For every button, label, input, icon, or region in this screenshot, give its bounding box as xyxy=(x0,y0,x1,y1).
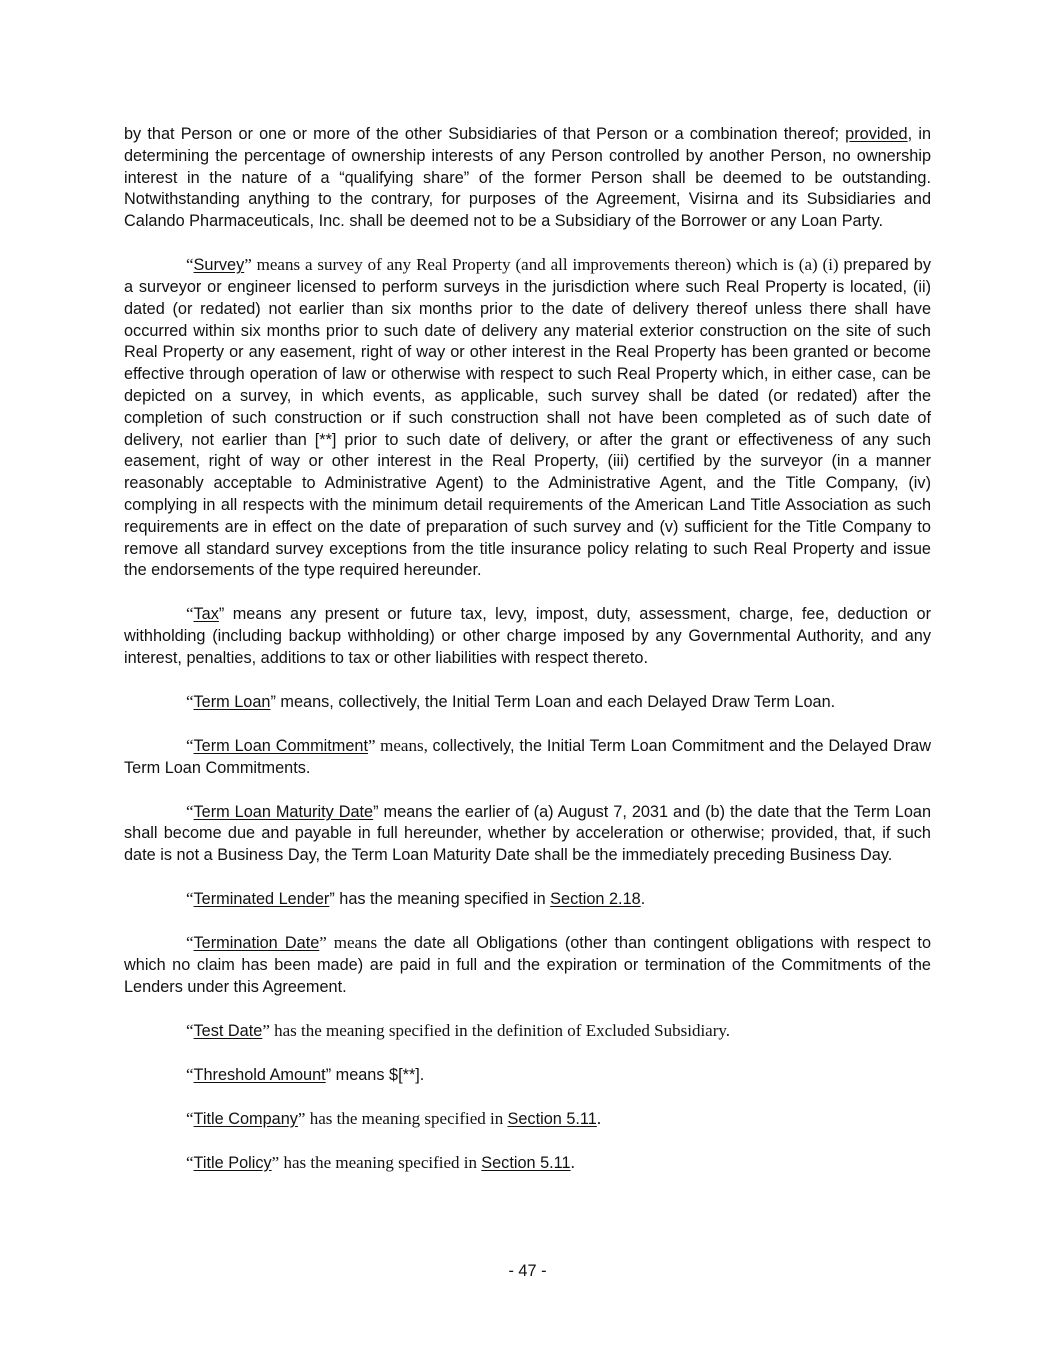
provided-term: provided xyxy=(845,125,908,143)
defined-term-termination-date: Termination Date xyxy=(193,934,320,953)
definition-term-loan-commitment xyxy=(124,735,931,780)
section-reference-5-11: Section 5.11 xyxy=(507,1109,597,1128)
definition-survey-lead: ” means a survey of any Real Property (and all improvements thereon) which is (a) (i) xyxy=(244,255,844,275)
definition-termination-date-lead: ” means xyxy=(319,933,385,953)
definition-title-company-body: ” has the meaning specified in xyxy=(297,1108,508,1128)
definition-termination-date xyxy=(124,932,931,998)
defined-term-terminated-lender: Terminated Lender xyxy=(193,890,330,909)
open-quote: “ xyxy=(186,691,194,711)
page-number: - 47 - xyxy=(508,1262,547,1280)
defined-term-test-date: Test Date xyxy=(193,1021,263,1040)
intro-text-a: by that Person or one or more of the other Subsidiaries of that Person or a combination thereof; xyxy=(124,125,846,143)
defined-term-threshold-amount: Threshold Amount xyxy=(193,1065,326,1084)
definition-term-loan-body: ” means, collectively, the Initial Term Loan and each Delayed Draw Term Loan. xyxy=(270,692,836,711)
defined-term-title-company: Title Company xyxy=(193,1109,298,1128)
definition-title-policy-body: ” has the meaning specified in xyxy=(271,1152,482,1172)
open-quote: “ xyxy=(186,604,194,624)
definition-title-company xyxy=(124,1108,931,1131)
definition-survey-body: prepared by a surveyor or engineer licensed to perform surveys in the jurisdiction where such Real Property is located, (ii) dated (or redated) not earlier than six months prior to the date of delivery thereof unless there shall have occurred within six months prior to such date of delivery any material exterior construction on the site of such Real Property or any easement, right of way or other interest in the Real Property has been granted or become effective through operation of law or otherwise with respect to such Real Property which, in either case, can be depicted on a survey, in which events, as applicable, such survey shall be dated (or redated) after the completion of such construction or if such construction shall not have been completed as of such date of delivery, not earlier than [**] prior to such date of delivery, or after the grant or effectiveness of any such easement, right of way or other interest in the Real Property, (iii) certified by the surveyor (in a manner reasonably acceptable to Administrative Agent) to the Administrative Agent, and the Title Company, (iv) complying in all respects with the minimum detail requirements of the American Land Title Association as such requirements are in effect on the date of preparation of such survey and (v) sufficient for the Title Company to remove all standard survey exceptions from the title insurance policy relating to such Real Property and issue the endorsements of the type required hereunder. xyxy=(124,256,931,580)
open-quote: “ xyxy=(186,889,194,909)
definition-test-date xyxy=(124,1020,931,1043)
definition-term-loan xyxy=(124,691,931,714)
document-page xyxy=(124,124,931,1196)
open-quote: “ xyxy=(186,801,194,821)
open-quote: “ xyxy=(186,735,194,755)
open-quote: “ xyxy=(186,933,194,953)
intro-text-b: , in determining the percentage of ownership interests of any Person controlled by another Person, no ownership interest in the nature of a “qualifying share” of the former Person shall be deemed to be outstanding. Notwithstanding anything to the contrary, for purposes of the Agreement, Visirna and its Subsidiaries and Calando Pharmaceuticals, Inc. shall be deemed not to be a Subsidiary of the Borrower or any Loan Party. xyxy=(124,125,931,231)
definition-tax xyxy=(124,603,931,669)
definition-term-loan-commitment-lead: ” means, xyxy=(368,735,433,755)
open-quote: “ xyxy=(186,1108,194,1128)
definition-tax-body: ” means any present or future tax, levy, impost, duty, assessment, charge, fee, deduction or withholding (including backup withholding) or other charge imposed by any Governmental Authority, and any interest, penalties, additions to tax or other liabilities with respect thereto. xyxy=(124,605,931,667)
paragraph-subsidiary-continuation xyxy=(124,124,931,233)
defined-term-tax: Tax xyxy=(193,605,219,624)
open-quote: “ xyxy=(186,1020,194,1040)
definition-term-loan-maturity-date xyxy=(124,801,931,867)
open-quote: “ xyxy=(186,255,194,275)
defined-term-term-loan-commitment: Term Loan Commitment xyxy=(193,736,368,755)
period: . xyxy=(596,1108,602,1128)
definition-term-loan-maturity-date-body: ” means the earlier of (a) August 7, 2031 and (b) the date that the Term Loan shall become due and payable in full hereunder, whether by acceleration or otherwise; provided, that, if such date is not a Business Day, the Term Loan Maturity Date shall be the immediately preceding Business Day. xyxy=(124,802,931,865)
definition-test-date-body: ” has the meaning specified in the definition of Excluded Subsidiary. xyxy=(262,1020,731,1040)
definition-terminated-lender-body: ” has the meaning specified in xyxy=(329,890,551,909)
period: . xyxy=(570,1152,575,1172)
open-quote: “ xyxy=(186,1064,194,1084)
definition-threshold-amount xyxy=(124,1064,931,1087)
definition-term-loan-commitment-body: collectively, the Initial Term Loan Commitment and the Delayed Draw Term Loan Commitments. xyxy=(124,736,931,777)
definition-termination-date-body: the date all Obligations (other than contingent obligations with respect to which no claim has been made) are paid in full and the expiration or termination of the Commitments of the Lenders under this Agreement. xyxy=(124,934,931,996)
defined-term-survey: Survey xyxy=(193,256,245,275)
period: . xyxy=(640,890,646,909)
definition-threshold-amount-body: ” means $[**]. xyxy=(325,1065,425,1084)
defined-term-term-loan-maturity-date: Term Loan Maturity Date xyxy=(193,802,374,821)
definition-survey xyxy=(124,254,931,582)
open-quote: “ xyxy=(186,1152,194,1172)
definition-title-policy xyxy=(124,1152,931,1175)
definition-terminated-lender xyxy=(124,888,931,911)
defined-term-term-loan: Term Loan xyxy=(193,692,271,711)
section-reference-5-11: Section 5.11 xyxy=(481,1153,571,1172)
section-reference-2-18: Section 2.18 xyxy=(550,890,641,909)
defined-term-title-policy: Title Policy xyxy=(193,1153,272,1172)
